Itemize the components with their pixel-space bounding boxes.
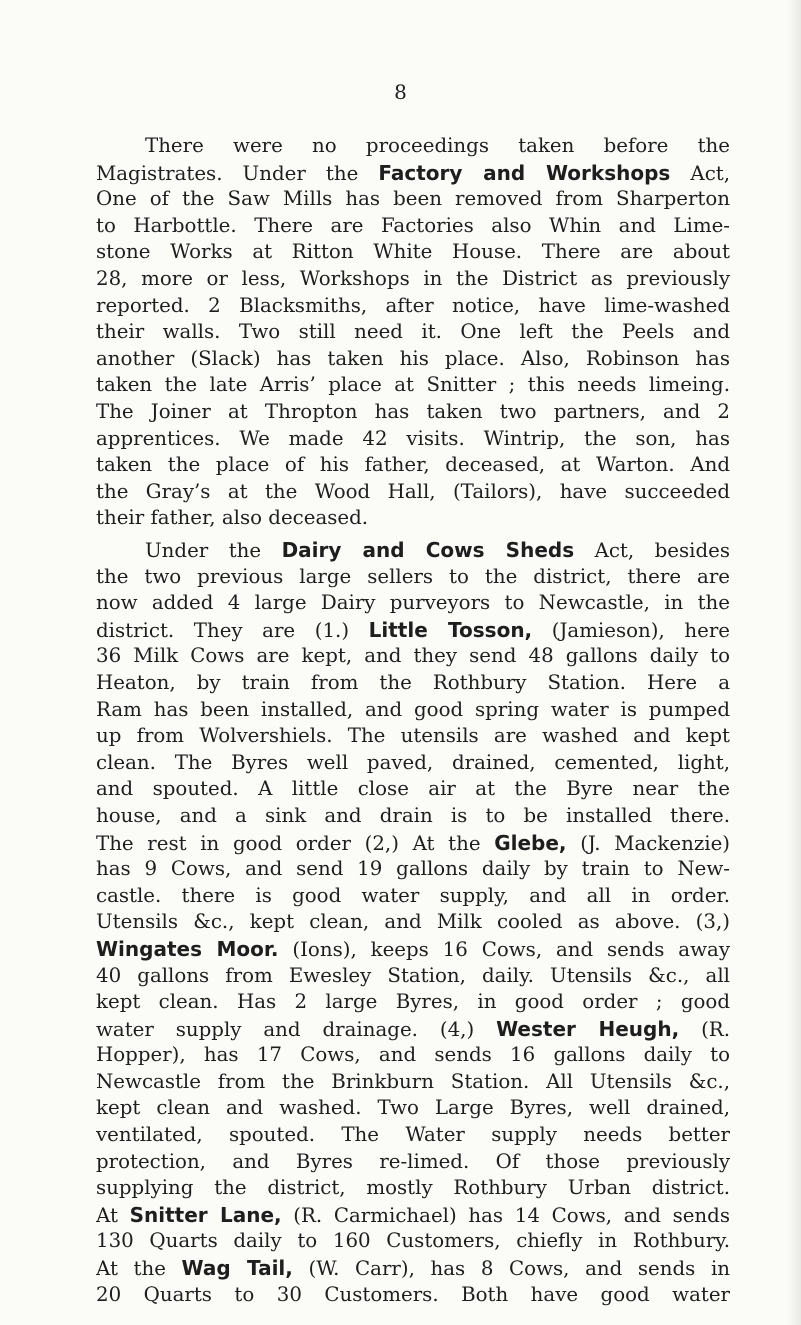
text-run: the Gray’s at the Wood Hall, (Tailors), have succeeded <box>96 479 730 503</box>
text-run: 20 Quarts to 30 Customers. Both have good water <box>96 1282 730 1306</box>
bold-heading-term: Wingates Moor. <box>96 936 279 961</box>
text-line <box>96 1175 730 1202</box>
text-run: Under the <box>145 539 282 562</box>
text-run: water supply and drainage. (4,) <box>96 1017 497 1041</box>
text-run: taken the place of his father, deceased, at Warton. And <box>96 453 730 477</box>
text-line <box>96 372 730 399</box>
text-line <box>96 293 730 320</box>
paragraph-factory-workshops <box>96 133 730 532</box>
text-line <box>96 1016 730 1043</box>
text-run: to Harbottle. There are Factories also Whin and Lime- <box>96 213 730 237</box>
text-line <box>96 399 730 426</box>
text-run: castle. there is good water supply, and all in order. <box>96 883 730 907</box>
text-run: 36 Milk Cows are kept, and they send 48 gallons daily to <box>96 644 730 668</box>
text-run: supplying the district, mostly Rothbury Urban district. <box>96 1176 730 1200</box>
text-line <box>96 1282 730 1309</box>
text-run: house, and a sink and drain is to be installed there. <box>96 803 730 827</box>
text-run: protection, and Byres re-limed. Of those previously <box>96 1149 730 1173</box>
text-line <box>96 617 730 644</box>
text-line <box>96 319 730 346</box>
text-line <box>96 1149 730 1176</box>
text-run: clean. The Byres well paved, drained, cemented, light, <box>96 750 730 774</box>
text-line <box>96 830 730 857</box>
text-run: There were no proceedings taken before the <box>145 134 730 157</box>
text-run: Act, <box>670 161 730 185</box>
text-line <box>96 213 730 240</box>
text-line <box>96 564 730 591</box>
text-line <box>96 723 730 750</box>
text-line <box>96 989 730 1016</box>
bold-heading-term: Wester Heugh, <box>496 1016 680 1041</box>
text-run: their father, also deceased. <box>96 506 369 530</box>
text-line <box>96 1095 730 1122</box>
text-run: district. They are (1.) <box>96 618 369 642</box>
text-run: their walls. Two still need it. One left the Peels and <box>96 320 730 344</box>
text-line <box>96 160 730 187</box>
paragraph-dairy-cows-sheds <box>96 537 730 1308</box>
text-line <box>96 505 730 532</box>
text-line <box>96 856 730 883</box>
text-run: another (Slack) has taken his place. Also, Robinson has <box>96 346 730 370</box>
text-run: The Joiner at Thropton has taken two partners, and 2 <box>96 399 730 423</box>
text-line <box>96 1122 730 1149</box>
text-run: and spouted. A little close air at the Byre near the <box>96 777 730 801</box>
text-run: Utensils &c., kept clean, and Milk cooled as above. (3,) <box>96 910 730 934</box>
text-run: At the <box>96 1257 182 1281</box>
page-edge-shadow <box>787 0 801 1325</box>
text-run: Heaton, by train from the Rothbury Station. Here a <box>96 670 730 694</box>
text-line <box>96 963 730 990</box>
text-run: kept clean. Has 2 large Byres, in good order ; good <box>96 990 730 1014</box>
text-line <box>96 426 730 453</box>
text-line <box>96 697 730 724</box>
text-line <box>96 266 730 293</box>
text-line <box>96 936 730 963</box>
text-run: (Ions), keeps 16 Cows, and sends away <box>278 937 730 961</box>
text-line <box>96 803 730 830</box>
text-line <box>96 1042 730 1069</box>
page-number: 8 <box>394 80 407 104</box>
text-line <box>96 1255 730 1282</box>
text-line <box>96 776 730 803</box>
text-run: 28, more or less, Workshops in the District as previously <box>96 266 730 290</box>
bold-heading-term: Snitter Lane, <box>129 1202 282 1227</box>
text-run: reported. 2 Blacksmiths, after notice, have lime-washed <box>96 293 730 317</box>
text-run: now added 4 large Dairy purveyors to Newcastle, in the <box>96 591 730 615</box>
text-run: Act, besides <box>574 539 730 562</box>
text-run: (R. Carmichael) has 14 Cows, and sends <box>281 1203 730 1227</box>
text-run: One of the Saw Mills has been removed from Sharperton <box>96 187 730 211</box>
text-line <box>96 452 730 479</box>
bold-heading-term: Little Tosson, <box>368 617 533 642</box>
bold-heading-term: Factory and Workshops <box>378 160 671 185</box>
text-line <box>96 643 730 670</box>
text-line <box>96 670 730 697</box>
text-run: up from Wolvershiels. The utensils are washed and kept <box>96 724 730 748</box>
text-line <box>96 186 730 213</box>
text-run: taken the late Arris’ place at Snitter ; this needs limeing. <box>96 373 730 397</box>
bold-heading-term: Glebe, <box>494 830 567 855</box>
text-line <box>96 133 730 160</box>
text-run: 40 gallons from Ewesley Station, daily. Utensils &c., all <box>96 963 730 987</box>
text-run: (R. <box>679 1017 730 1041</box>
text-run: kept clean and washed. Two Large Byres, well drained, <box>96 1096 730 1120</box>
text-run: stone Works at Ritton White House. There are about <box>96 240 730 264</box>
text-line <box>96 346 730 373</box>
text-run: Newcastle from the Brinkburn Station. All Utensils &c., <box>96 1069 730 1093</box>
text-line <box>96 750 730 777</box>
text-line <box>96 1069 730 1096</box>
text-run: Hopper), has 17 Cows, and sends 16 gallons daily to <box>96 1043 730 1067</box>
bold-heading-term: Wag Tail, <box>181 1256 293 1281</box>
text-run: has 9 Cows, and send 19 gallons daily by train to New- <box>96 857 730 881</box>
text-run: (J. Mackenzie) <box>566 831 730 855</box>
text-line <box>96 883 730 910</box>
text-run: (W. Carr), has 8 Cows, and sends in <box>292 1257 730 1281</box>
text-line <box>96 1202 730 1229</box>
text-run: Magistrates. Under the <box>96 161 379 185</box>
bold-heading-term: Dairy and Cows Sheds <box>281 538 575 562</box>
text-run: ventilated, spouted. The Water supply needs better <box>96 1123 730 1147</box>
text-run: Ram has been installed, and good spring water is pumped <box>96 697 730 721</box>
text-run: At <box>96 1203 130 1227</box>
text-run: apprentices. We made 42 visits. Wintrip, the son, has <box>96 426 730 450</box>
text-run: the two previous large sellers to the district, there are <box>96 564 730 588</box>
text-run: The rest in good order (2,) At the <box>96 831 495 855</box>
text-run: 130 Quarts daily to 160 Customers, chiefly in Rothbury. <box>96 1229 730 1253</box>
text-line <box>96 479 730 506</box>
text-run: (Jamieson), here <box>532 618 730 642</box>
text-line <box>96 239 730 266</box>
text-line <box>96 1228 730 1255</box>
text-line <box>96 537 730 564</box>
text-line <box>96 909 730 936</box>
text-line <box>96 590 730 617</box>
